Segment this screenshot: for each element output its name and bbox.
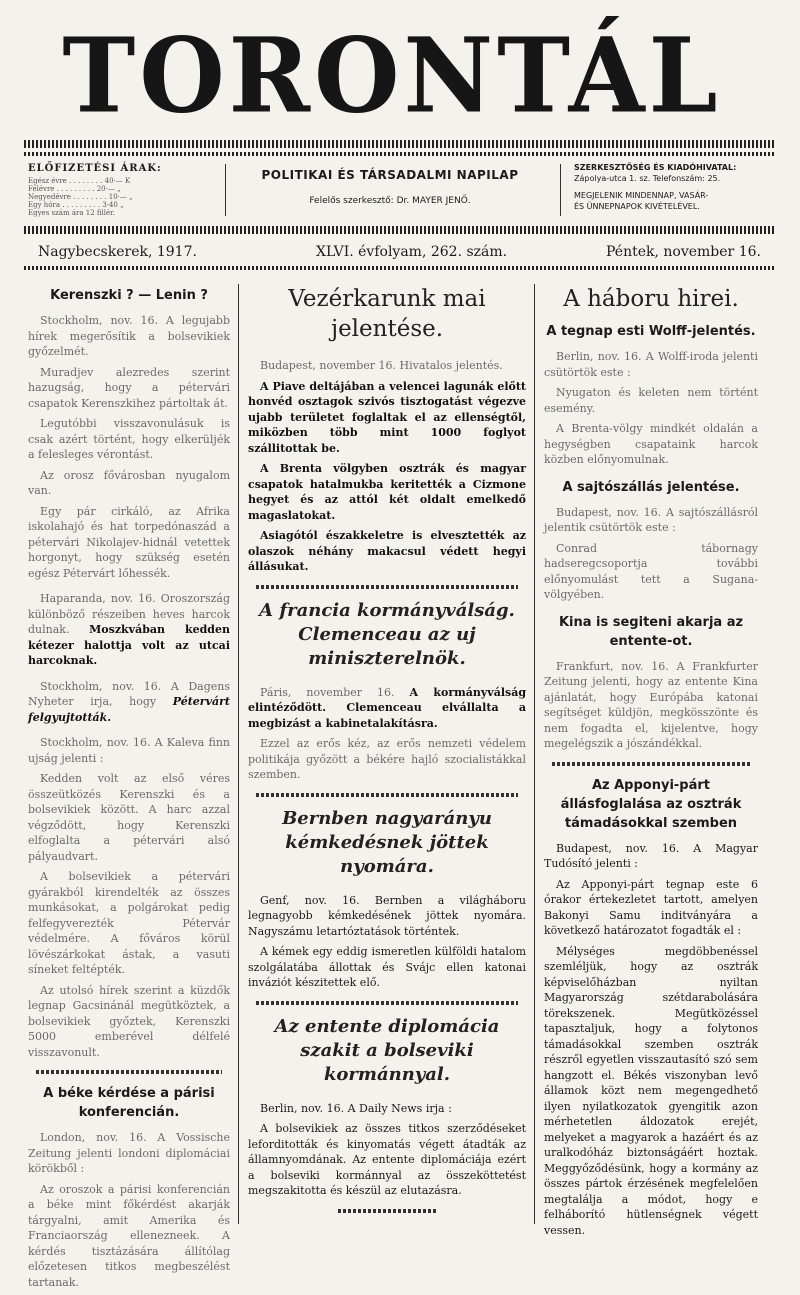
- article-paragraph: London, nov. 16. A Vossische Zeitung jelenti londoni diplomáciai körökből :: [28, 1131, 230, 1175]
- article-lead: Páris, november 16.: [260, 685, 395, 699]
- article-title: Kina is segiteni akarja az entente-ot.: [558, 614, 744, 649]
- article-separator: [256, 793, 518, 797]
- article-title: A tegnap esti Wolff-jelentés.: [546, 324, 756, 339]
- section-title: A háboru hirei.: [563, 286, 739, 312]
- subscription-row: Egyes szám ára 12 fillér.: [28, 209, 115, 217]
- office-line: SZERKESZTŐSÉG ÉS KIADÓHIVATAL:: [574, 163, 737, 172]
- article-paragraph: Stockholm, nov. 16. A legujabb hírek megerősítik a bolsevikiek győzelmét.: [28, 314, 230, 358]
- article-lead: Haparanda, nov. 16. Oroszország különböző részeiben heves harcok dulnak.: [28, 592, 230, 636]
- subscription-row: Egy hóra . . . . . . . . . 3·40 „: [28, 201, 124, 209]
- article-paragraph: A bolsevikiek az összes titkos szerződéseket leforditották és kinyomatás végett átadták az államnyomdának. Az entente diplomáciája ezért a bolseviki kormánnyal az összeköttetést megszakitotta és készül az elutazásra.: [248, 1122, 526, 1197]
- office-line: MEGJELENIK MINDENNAP, VASÁR-: [574, 191, 709, 200]
- subscription-box: [28, 164, 208, 217]
- masthead-rule-2: [24, 152, 776, 156]
- article-paragraph: Legutóbbi visszavonulásuk is csak azért történt, hogy elkerüljék a felesleges vérontást.: [28, 417, 230, 461]
- dateline-place: Nagybecskerek, 1917.: [38, 244, 197, 260]
- article-separator: [36, 1070, 222, 1074]
- column-divider: [238, 284, 239, 1224]
- office-line: ÉS ÜNNEPNAPOK KIVÉTELÉVEL.: [574, 202, 700, 211]
- article-paragraph: Genf, nov. 16. Bernben a világháboru legnagyobb kémkedésének jöttek nyomára. Nagyszámu letartóztatások történtek.: [248, 893, 526, 938]
- right-column: [544, 284, 758, 1243]
- article-paragraph: Kedden volt az első véres összeütközés Kerenszki és a bolsevikiek között. A harc azzal végződött, hogy Kerenszki elfoglalta a pétervári alsó pályaudvart.: [28, 772, 230, 863]
- article-paragraph: Egy pár cirkáló, az Afrika iskolahajó és hat torpedónaszád a pétervári Nikolajev-hidnál vetettek horgonyt, hogy szükség esetén egész Pétervárt lőhessék.: [28, 504, 230, 580]
- header-center: [240, 164, 540, 206]
- article-paragraph: Stockholm, nov. 16. A Kaleva finn ujság jelenti :: [28, 736, 230, 765]
- article-paragraph: Muradjev alezredes szerint hazugság, hogy a pétervári csapatok Kerenszkihez pártoltak át.: [28, 365, 230, 410]
- article-emphasis: Pétervárt felgyujtották.: [28, 695, 230, 724]
- subscription-row: Félévre . . . . . . . . . 20·— „: [28, 185, 121, 193]
- office-box: [574, 162, 774, 212]
- left-column: [28, 284, 230, 1295]
- header-divider: [225, 164, 226, 216]
- article-lead: Budapest, nov. 16. A Magyar Tudósító jelenti :: [544, 841, 758, 870]
- editor-line: Felelős szerkesztő: Dr. MAYER JENŐ.: [309, 196, 471, 206]
- middle-column: [248, 284, 526, 1223]
- article-paragraph: Asiagótól északkeletre is elvesztették az olaszok néhány makacsul védett hegyi állásukat.: [248, 529, 526, 573]
- article-paragraph: Nyugaton és keleten nem történt esemény.: [544, 386, 758, 415]
- header-rule: [24, 226, 776, 234]
- dateline-issue: XLVI. évfolyam, 262. szám.: [316, 244, 508, 260]
- article-emphasis: Moszkvában kedden kétezer halottja volt az utcai harcoknak.: [28, 623, 230, 667]
- newspaper-title: TORONTÁL: [62, 16, 722, 137]
- article-lead: Berlin, nov. 16. A Wolff-iroda jelenti csütörtök este :: [544, 350, 758, 379]
- column-divider: [534, 284, 535, 1224]
- article-lead: Stockholm, nov. 16. A Dagens Nyheter irja, hogy: [28, 679, 230, 708]
- article-paragraph: Ezzel az erős kéz, az erős nemzeti védelem politikája győzött a békére hajló szocialistákkal szemben.: [248, 737, 526, 781]
- article-paragraph: Conrad tábornagy hadseregcsoportja további előnyomulást tett a Sugana-völgyében.: [544, 541, 758, 601]
- article-title: Kerenszki ? — Lenin ?: [50, 288, 208, 303]
- article-title: Bernben nagyarányu kémkedésnek jöttek nyomára.: [282, 807, 492, 877]
- article-paragraph: Frankfurt, nov. 16. A Frankfurter Zeitung jelenti, hogy az entente Kina ajánlatát, hogy Európába katonai segítséget küldjön, megkösszönte és nem fogadta el, kijelentve, hogy megelégszik a jószándékkal.: [544, 659, 758, 750]
- article-title: Vezérkarunk mai jelentése.: [288, 286, 486, 342]
- article-paragraph: Az oroszok a párisi konferencián a béke mint főkérdést akarják tárgyalni, amit Amerika és Franciaország ellenezneek. A kérdés tisztázására állítólag előzetesen titkos megbeszélést tartanak.: [28, 1182, 230, 1289]
- article-title: A béke kérdése a párisi konferencián.: [43, 1086, 215, 1120]
- article-paragraph: Az utolsó hírek szerint a küzdők legnap Gacsinánál megütköztek, a bolsevikiek győztek, Kerenszki 5000 emberével délfelé visszavonult.: [28, 983, 230, 1059]
- article-paragraph: Az Apponyi-párt tegnap este 6 órakor értekezletet tartott, amelyen Bakonyi Samu inditványára a következő határozatot fogadták el :: [544, 877, 758, 937]
- subscription-row: Egész évre . . . . . . . . 40·— K: [28, 177, 131, 185]
- article-title: A francia kormányválság. Clemenceau az uj miniszterelnök.: [259, 599, 515, 669]
- article-title: A sajtószállás jelentése.: [562, 479, 740, 495]
- subscription-row: Negyedévre . . . . . . . . 10·— „: [28, 193, 133, 201]
- article-separator: [256, 585, 518, 589]
- header-divider: [560, 164, 561, 216]
- masthead-rule: [24, 140, 776, 148]
- article-paragraph: Az orosz fővárosban nyugalom van.: [28, 468, 230, 497]
- article-title: Az entente diplomácia szakit a bolseviki kormánnyal.: [274, 1015, 500, 1085]
- article-paragraph: A bolsevikiek a pétervári gyárakból kirendelték az összes munkásokat, a polgárokat pedig felfegyverezték Pétervár védelmére. A főváros körül lövészárkokat ástak, a vasuti síneket feltépték.: [28, 870, 230, 976]
- article-separator: [552, 762, 750, 766]
- article-paragraph: A Brenta-völgy mindkét oldalán a hegységben csapataink harcok közben előnyomulnak.: [544, 422, 758, 466]
- masthead: [22, 16, 762, 142]
- article-title: Az Apponyi-párt állásfoglalása az osztrák támadásokkal szemben: [560, 777, 742, 831]
- subscription-heading: ELŐFIZETÉSI ÁRAK:: [28, 163, 162, 174]
- article-paragraph: A Brenta völgyben osztrák és magyar csapatok hatalmukba keritették a Cizmone hegyet és az attól két oldalt emelkedő magaslatokat.: [248, 462, 526, 522]
- article-lead: Budapest, nov. 16. A sajtószállásról jelentik csütörtök este :: [544, 505, 758, 534]
- article-emphasis: A kormányválság elintéződött. Clemenceau elvállalta a megbizást a kabinetalakításra.: [248, 685, 527, 730]
- dateline-rule: [24, 266, 776, 270]
- article-separator: [256, 1001, 518, 1005]
- article-paragraph: A Piave deltájában a velencei lagunák előtt honvéd osztagok szivós tisztogatást végezve ujabb területet foglaltak el az ellenségtől, miközben több mint 1000 foglyot szállitottak be.: [248, 379, 526, 455]
- paper-subtitle: POLITIKAI ÉS TÁRSADALMI NAPILAP: [261, 168, 519, 182]
- dateline-day: Péntek, november 16.: [606, 244, 761, 260]
- article-lead: Budapest, november 16. Hivatalos jelentés.: [260, 359, 503, 372]
- article-lead: Berlin, nov. 16. A Daily News irja :: [260, 1101, 452, 1115]
- office-line: Zápolya-utca 1. sz. Telefonszám: 25.: [574, 174, 721, 183]
- article-paragraph: A kémek egy eddig ismeretlen külföldi hatalom szolgálatába állottak és Svájc ellen katonai inváziót készitettek elő.: [248, 945, 526, 989]
- article-paragraph: Mélységes megdöbbenéssel szemléljük, hogy az osztrák képviselőházban nyiltan Magyarország szétdarabolására törekszenek. Megütközéssel tapasztaljuk, hogy a folytonos támadásokkal szemben osztrák részről egyetlen visszautasító szó sem hangzott el. Békés viszonyban levő államok közt nem megengedhető ilyen nyilatkozatok gyengitik azon mérhetetlen áldozatok erejét, melyeket a magyarok a hazáért és az uralkodóház biztonságáért hoztak. Meggyőződésünk, hogy a kormány az összes pártok érzésének megfelelően megtalálja a módot, hogy e felháborító hütlenségnek végett vessen.: [544, 944, 758, 1237]
- article-separator: [338, 1209, 436, 1213]
